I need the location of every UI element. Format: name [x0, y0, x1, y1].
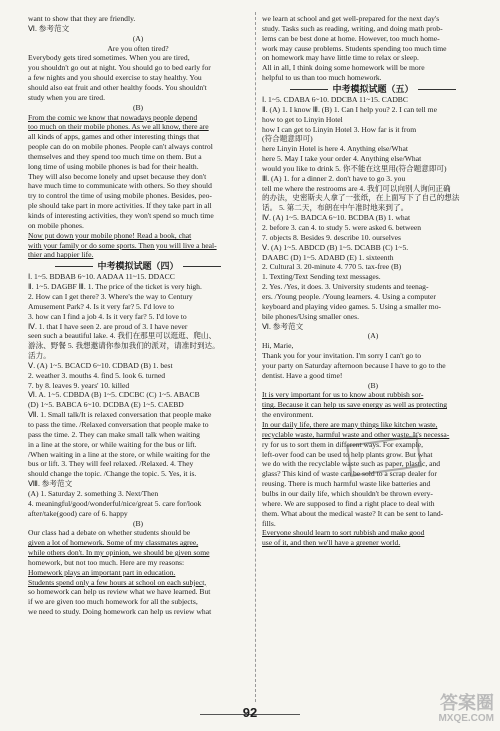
text-line: on mobile phones.: [28, 220, 84, 230]
text-line: ers. /Young people. /Young learners. 4. Using a computer: [262, 291, 436, 301]
text-line: 2. before 3. can 4. to study 5. were asked 6. between: [262, 223, 421, 232]
watermark-logo: [438, 693, 494, 725]
text-line: helpful to us than too much homework.: [262, 73, 382, 83]
text-line: bulbs in our daily life, which shouldn't be thrown every-: [262, 488, 433, 498]
text-line: Students spend only a few hours at school on each subject,: [28, 577, 207, 587]
text-line: on homework may have little time to relax or sleep.: [262, 53, 419, 63]
text-line: all kinds of apps, games and other interesting things that: [28, 132, 200, 142]
text-line: bile phones/Using smaller ones.: [262, 311, 360, 321]
text-line: Ⅴ. (A) 1~5. BCACD 6~10. CDBAD (B) 1. best: [28, 360, 173, 370]
text-line: to pass the time. /Relaxed conversation that people make to: [28, 420, 209, 429]
text-line: 1. Texting/Text Sending text messages.: [262, 272, 381, 282]
text-line: work may cause problems. Students spending too much time: [262, 43, 447, 53]
text-line: Ⅱ. 1~5. DAGBF Ⅲ. 1. The price of the ticket is very high.: [28, 282, 202, 292]
text-line: Now put down your mobile phone! Read a book, chat: [28, 230, 192, 240]
text-line: so homework can help us review what we have learned. But: [28, 587, 211, 597]
text-line: 2. Yes. /Yes, it does. 3. University students and teenag-: [262, 282, 429, 292]
text-line: ting. Because it can help us save energy as well as protecting: [262, 400, 448, 410]
text-line: tell me where the restrooms are 4. 我们可以向别人询问正确: [262, 183, 451, 193]
text-line: (A) 1. Saturday 2. something 3. Next/Then: [28, 488, 159, 498]
column-divider: [255, 12, 256, 702]
text-line: 游泳、野餐 5. 我想邀请你参加我们的派对，请准时到达。: [28, 341, 220, 351]
text-line: 4. meaningful/good/wonderful/nice/great 5. care for/look: [28, 498, 202, 508]
text-line: Are you often tired?: [107, 43, 169, 53]
watermark-text: 答案圈: [440, 693, 494, 713]
text-line: ry for us to sort them in different ways. For example,: [262, 439, 423, 449]
text-line: recyclable waste, harmful waste and other waste. It's necessa-: [262, 429, 450, 439]
text-line: Ⅶ. 1. Small talk/It is relaxed conversation that people make: [28, 410, 212, 420]
text-line: 活力。: [28, 351, 51, 361]
text-line: a few nights and you should exercise to stay healthy. You: [28, 73, 202, 83]
text-line: From the comic we know that nowadays people depend: [28, 112, 198, 122]
text-line: should also eat fruit and other healthy foods. You shouldn't: [28, 82, 207, 92]
text-line: here 5. May I take your order 4. Anything else/What: [262, 154, 422, 164]
section-heading: 中考模拟试题（四）: [28, 261, 248, 272]
text-line: Ⅴ. (A) 1~5. ABDCD (B) 1~5. DCABB (C) 1~5.: [262, 242, 409, 252]
text-line: Homework plays an important part in education.: [28, 567, 176, 577]
text-line: (A): [367, 331, 379, 341]
page-number: 92: [242, 705, 258, 720]
text-line: use of it, and then we'll have a greener world.: [262, 538, 401, 548]
text-line: kinds of interesting activities, they won't spend so much time: [28, 211, 214, 220]
text-line: They will also become lonely and upset because they don't: [28, 171, 207, 181]
text-line: Ⅵ. 参考范文: [28, 23, 70, 33]
text-line: people can do on mobile phones. People can't always control: [28, 142, 213, 152]
text-line: should change the topic. /Change the topic. 5. Yes, it is.: [28, 469, 197, 479]
text-line: how I can get to Linyin Hotel 3. How far is it from: [262, 124, 417, 134]
text-line: 7. objects 8. Besides 9. describe 10. ourselves: [262, 232, 401, 242]
text-line: given a lot of homework. Some of my classmates agree,: [28, 538, 199, 548]
text-line: with your family or do some sports. Then you will live a heal-: [28, 240, 217, 250]
text-line: 话。 5. 第二天，布朗在中午准时地来到了。: [262, 203, 409, 213]
text-line: Ⅵ. 参考范文: [262, 321, 304, 331]
text-line: how to get to Linyin Hotel: [262, 114, 343, 124]
text-line: long time of using mobile phones is bad for their health.: [28, 161, 199, 171]
text-line: pass the time. 2. They can make small talk when waiting: [28, 429, 200, 439]
text-line: 的办法，史密斯夫人拿了一张纸，在上面写下了自己的想法: [262, 193, 460, 203]
text-line: Ⅳ. 1. that I have seen 2. are proud of 3. I have never: [28, 321, 188, 331]
watermark-url: MXQE.COM: [438, 713, 494, 724]
text-line: themselves and they spend too much time on them. But a: [28, 151, 202, 161]
text-line: 3. how can I find a job 4. Is it very far? 5. I'd love to: [28, 311, 187, 321]
text-line: 2. Cultural 3. 20-minute 4. 770 5. tax-free (B): [262, 262, 402, 272]
text-line: (B): [132, 102, 144, 112]
text-line: Ⅰ. 1~5. BDBAB 6~10. AADAA 11~15. DDACC: [28, 272, 175, 282]
text-line: fills.: [262, 518, 276, 528]
text-line: while others don't. In my opinion, we should be given some: [28, 548, 210, 558]
text-line: Ⅱ. (A) 1. I know Ⅲ. (B) 1. Can I help you? 2. I can tell me: [262, 104, 437, 114]
text-line: Ⅰ. 1~5. CDABA 6~10. DDCBA 11~15. CADBC: [262, 94, 408, 104]
text-line: seen such a beautiful lake. 4. 我们在那里可以逛逛、爬山、: [28, 331, 217, 341]
text-line: reusing. There is much harmful waste like batteries and: [262, 479, 431, 489]
text-line: try to control the time of using mobile phones. Besides, peo-: [28, 191, 212, 201]
text-line: want to show that they are friendly.: [28, 14, 136, 23]
text-line: 2. weather 3. mouths 4. find 5. look 6. turned: [28, 370, 166, 380]
text-line: Amusement Park? 4. Is it very far? 5. I'd love to: [28, 301, 175, 311]
text-line: in a line at the store, or while waiting for the bus or lift.: [28, 439, 197, 449]
text-line: left-over food can be used to help plants grow. But what: [262, 449, 433, 459]
text-line: /When waiting in a line at the store, or while waiting for the: [28, 449, 210, 459]
text-line: after/take(good) care of 6. happy: [28, 508, 128, 518]
text-line: we need to study. Doing homework can help us review what: [28, 607, 212, 617]
text-line: Ⅷ. 参考范文: [28, 479, 73, 489]
text-line: It is very important for us to know about rubbish sor-: [262, 390, 424, 400]
text-line: Ⅵ. A. 1~5. CDBDA (B) 1~5. CDCBC (C) 1~5. ABACB: [28, 390, 200, 400]
text-line: we learn at school and get well-prepared for the next day's: [262, 14, 440, 23]
text-line: homework, but not too much. Here are my reasons:: [28, 557, 185, 567]
text-line: In our daily life, there are many things like kitchen waste,: [262, 420, 438, 429]
text-line: Our class had a debate on whether students should be: [28, 528, 191, 538]
section-heading: 中考模拟试题（五）: [262, 84, 484, 95]
text-line: Hi, Marie,: [262, 341, 294, 351]
text-line: here Linyin Hotel is here 4. Anything else/What: [262, 144, 408, 154]
text-line: (符合题意即可): [262, 134, 313, 144]
text-line: study when you are tired.: [28, 92, 105, 102]
text-line: them. What about the medical waste? It can be sent to land-: [262, 508, 444, 518]
text-line: 2. How can I get there? 3. Where's the way to Century: [28, 291, 193, 301]
text-line: Everyone should learn to sort rubbish and make good: [262, 528, 425, 538]
text-line: Ⅳ. (A) 1~5. BADCA 6~10. BCDBA (B) 1. what: [262, 213, 411, 223]
text-line: if we are given too much homework for all the subjects,: [28, 597, 198, 607]
text-line: Thank you for your invitation. I'm sorry I can't go to: [262, 351, 422, 361]
text-line: Everybody gets tired sometimes. When you are tired,: [28, 53, 190, 63]
text-line: (B): [367, 380, 379, 390]
text-line: you shouldn't go out at night. You should go to bed early for: [28, 63, 211, 73]
text-line: (B): [132, 518, 144, 528]
text-line: where. We are supposed to find a right place to deal with: [262, 498, 435, 508]
text-line: thier and happier life.: [28, 250, 94, 260]
text-line: too much on their mobile phones. As we all know, there are: [28, 122, 209, 132]
text-line: glass? This kind of waste can be sold to a scrap dealer for: [262, 469, 437, 479]
text-line: have much time to communicate with others. So they should: [28, 181, 212, 191]
text-line: would you like to drink 5. 你不能在这里用(符合题意即可): [262, 163, 447, 173]
text-line: dentist. Have a good time!: [262, 370, 343, 380]
text-line: study. Tasks such as reading, writing, and doing math prob-: [262, 23, 443, 33]
text-line: bus or lift. 3. They will feel relaxed. /Relaxed. 4. They: [28, 459, 194, 469]
text-line: we do with the recyclable waste such as paper, plastic, and: [262, 459, 441, 469]
text-line: (D) 1~5. BABCA 6~10. DCDBA (E) 1~5. CAEBD: [28, 400, 184, 410]
text-line: your party on Saturday afternoon because I have to go to the: [262, 360, 446, 370]
text-line: 7. by 8. leaves 9. years' 10. killed: [28, 380, 130, 390]
text-line: DAABC (D) 1~5. ADABD (E) 1. sixteenth: [262, 252, 394, 262]
text-line: lems can be best done at home. However, too much home-: [262, 33, 440, 43]
text-line: (A): [132, 33, 144, 43]
text-line: ple should take part in more activities. If they take part in all: [28, 201, 212, 211]
text-line: Ⅲ. (A) 1. for a dinner 2. don't have to go 3. you: [262, 173, 406, 183]
text-line: All in all, I think doing some homework will be more: [262, 63, 425, 73]
text-line: keyboard and playing video games. 5. Using a smaller mo-: [262, 301, 442, 311]
text-line: the environment.: [262, 410, 314, 420]
